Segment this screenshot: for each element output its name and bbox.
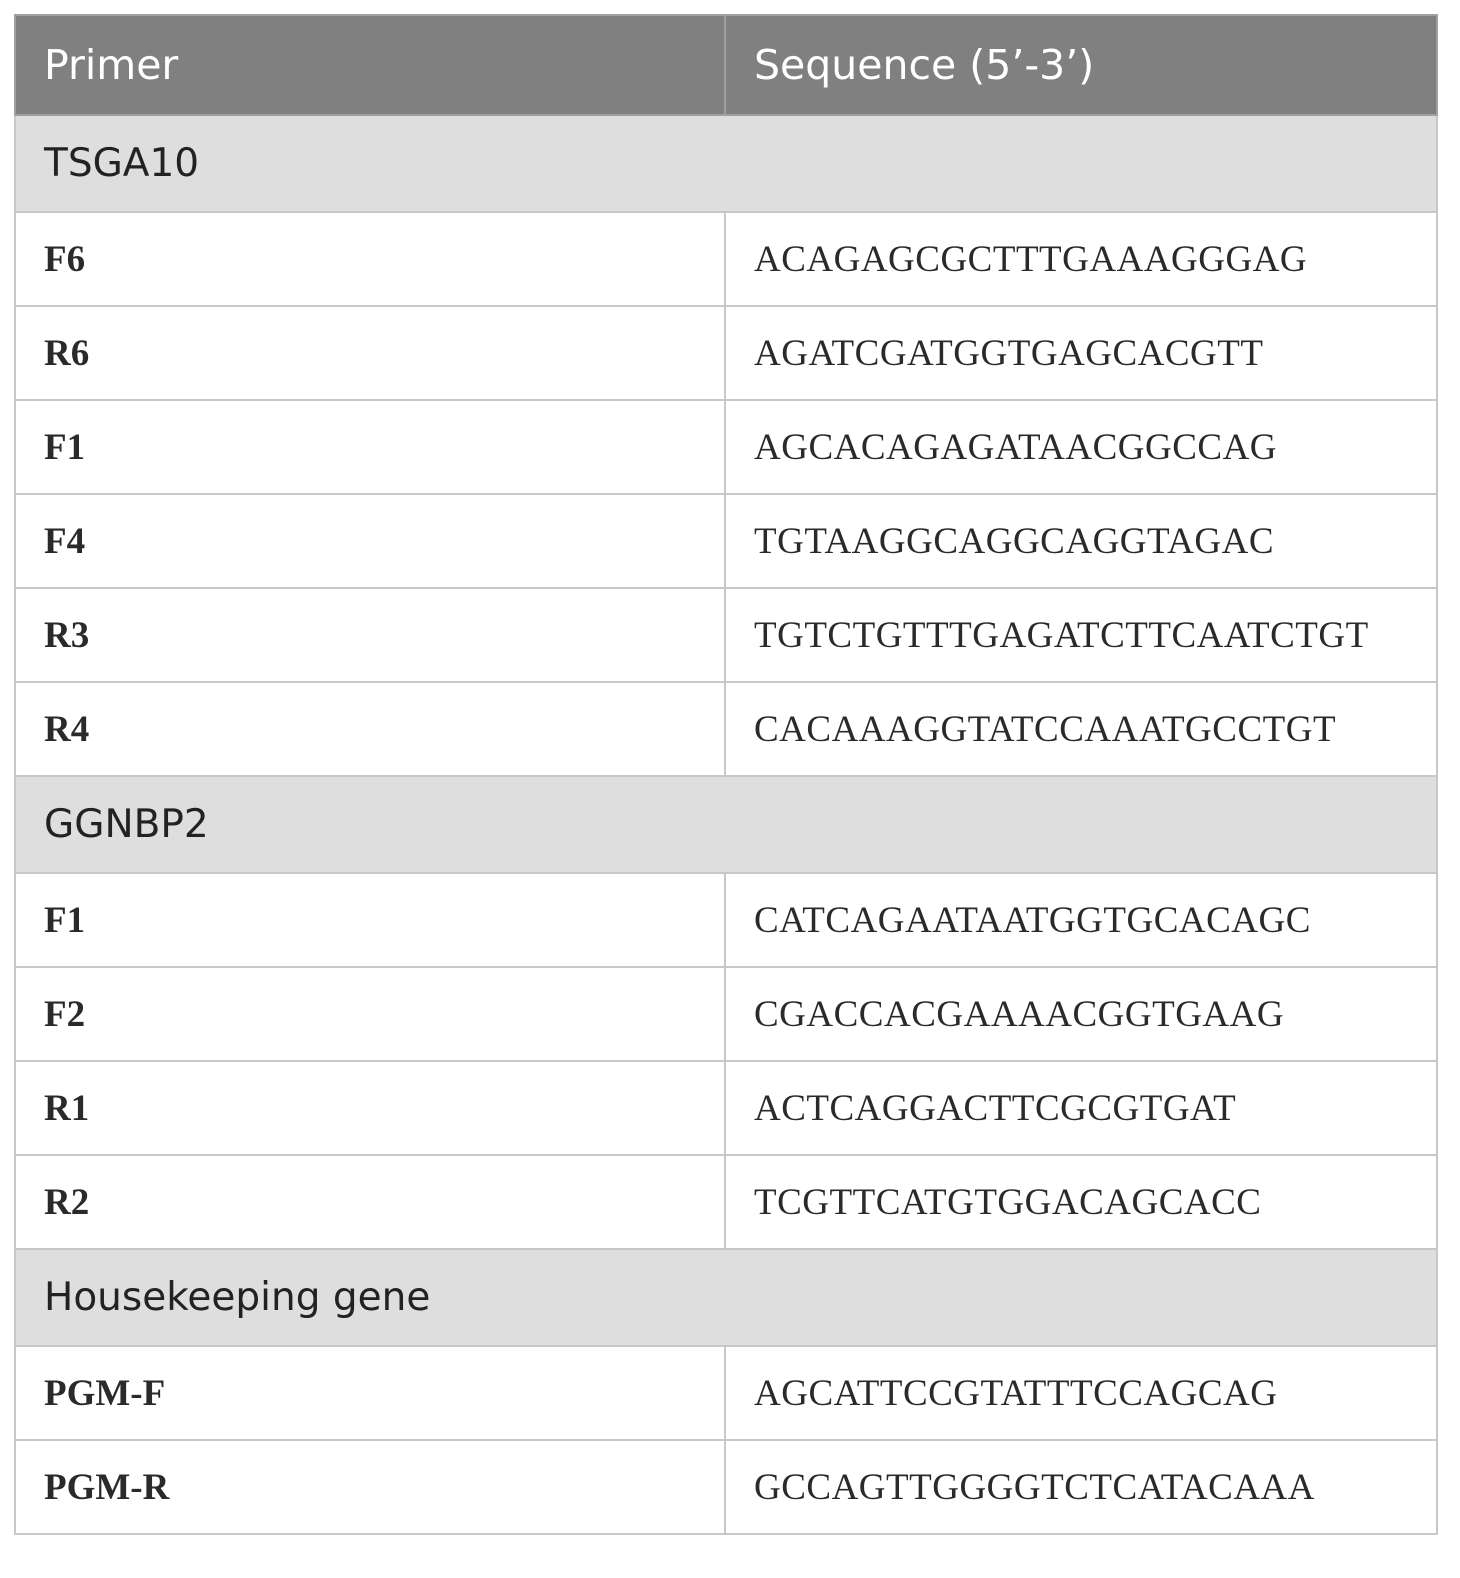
- primer-name: R3: [15, 588, 725, 682]
- table-row: [15, 400, 1437, 494]
- primer-name: PGM-F: [15, 1346, 725, 1440]
- primer-sequence: CATCAGAATAATGGTGCACAGC: [725, 873, 1437, 967]
- primer-sequence: CGACCACGAAAACGGTGAAG: [725, 967, 1437, 1061]
- primer-sequence: TGTAAGGCAGGCAGGTAGAC: [725, 494, 1437, 588]
- primer-name: R4: [15, 682, 725, 776]
- group-row-housekeeping-gene: [15, 1249, 1437, 1346]
- column-header-sequence: Sequence (5’-3’): [725, 15, 1437, 115]
- primer-sequence: AGCATTCCGTATTTCCAGCAG: [725, 1346, 1437, 1440]
- group-label: GGNBP2: [15, 776, 1437, 873]
- group-label: TSGA10: [15, 115, 1437, 212]
- table-row: [15, 682, 1437, 776]
- table-row: [15, 1155, 1437, 1249]
- primer-sequence: ACTCAGGACTTCGCGTGAT: [725, 1061, 1437, 1155]
- table-row: [15, 873, 1437, 967]
- primer-name: F2: [15, 967, 725, 1061]
- table-row: [15, 1440, 1437, 1534]
- table-row: [15, 967, 1437, 1061]
- table-row: [15, 1061, 1437, 1155]
- primer-sequence: AGATCGATGGTGAGCACGTT: [725, 306, 1437, 400]
- table-row: [15, 588, 1437, 682]
- primer-sequence: ACAGAGCGCTTTGAAAGGGAG: [725, 212, 1437, 306]
- primer-name: R2: [15, 1155, 725, 1249]
- table-row: [15, 494, 1437, 588]
- primer-sequence: GCCAGTTGGGGTCTCATACAAA: [725, 1440, 1437, 1534]
- primer-name: F4: [15, 494, 725, 588]
- primer-sequence: TCGTTCATGTGGACAGCACC: [725, 1155, 1437, 1249]
- primer-name: F1: [15, 873, 725, 967]
- group-row-ggnbp2: [15, 776, 1437, 873]
- header-row: [15, 15, 1437, 115]
- primer-table: [14, 14, 1438, 1535]
- table-row: [15, 1346, 1437, 1440]
- group-row-tsga10: [15, 115, 1437, 212]
- column-header-primer: Primer: [15, 15, 725, 115]
- primer-name: R6: [15, 306, 725, 400]
- table-row: [15, 212, 1437, 306]
- primer-name: R1: [15, 1061, 725, 1155]
- primer-name: F1: [15, 400, 725, 494]
- primer-sequence: AGCACAGAGATAACGGCCAG: [725, 400, 1437, 494]
- primer-sequence: CACAAAGGTATCCAAATGCCTGT: [725, 682, 1437, 776]
- primer-name: F6: [15, 212, 725, 306]
- primer-name: PGM-R: [15, 1440, 725, 1534]
- group-label: Housekeeping gene: [15, 1249, 1437, 1346]
- table-row: [15, 306, 1437, 400]
- primer-sequence: TGTCTGTTTGAGATCTTCAATCTGT: [725, 588, 1437, 682]
